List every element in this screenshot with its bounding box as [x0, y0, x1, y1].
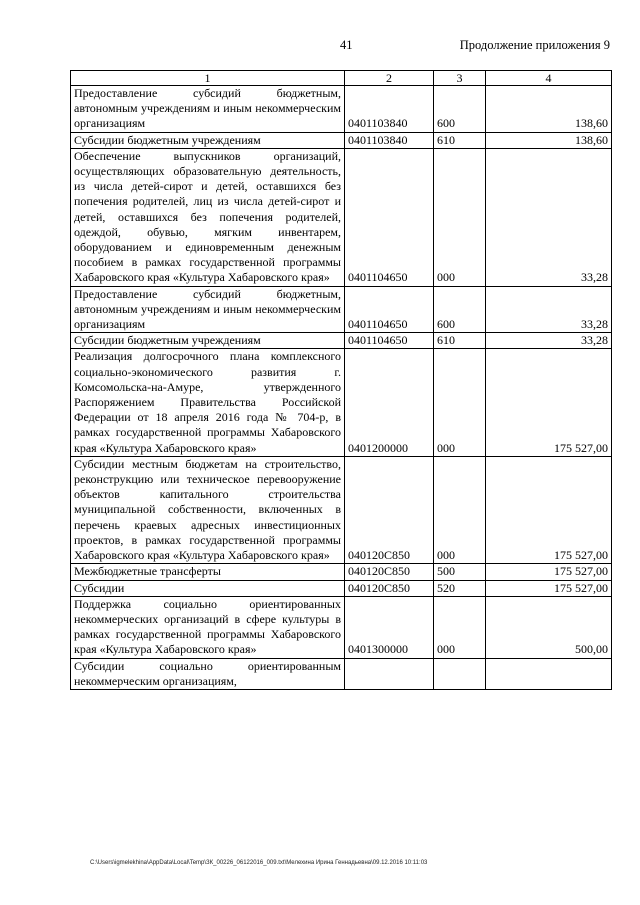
row-amount: 138,60: [486, 86, 612, 133]
page-number: 41: [340, 38, 353, 52]
row-name: Межбюджетные трансферты: [71, 564, 345, 580]
table-row: [71, 580, 612, 596]
row-code: 0401103840: [345, 132, 434, 148]
row-code: 0401300000: [345, 596, 434, 658]
row-amount: 175 527,00: [486, 349, 612, 456]
row-name: Обеспечение выпускников организаций, осуществляющих образовательную деятельность, из числа детей-сирот и детей, оставшихся без попечения родителей, лиц из числа детей-сирот и детей, оставшихся без попечения родителей, одеждой, обувью, мягким инвентарем, оборудованием и единовременным денежным пособием в рамках государственной программы Хабаровского края «Культура Хабаровского края»: [71, 148, 345, 286]
row-name: Субсидии местным бюджетам на строительство, реконструкцию или техническое перевооружение объектов капитального строительства муниципальной собственности, включенных в перечень краевых адресных инвестиционных проектов, в рамках государственной программы Хабаровского края «Культура Хабаровского края»: [71, 456, 345, 563]
row-name: Субсидии: [71, 580, 345, 596]
row-type: 000: [434, 148, 486, 286]
table-row: [71, 148, 612, 286]
row-code: 0401104650: [345, 148, 434, 286]
row-amount: [486, 658, 612, 689]
row-amount: 175 527,00: [486, 580, 612, 596]
column-header: 1: [71, 71, 345, 86]
row-name: Субсидии бюджетным учреждениям: [71, 132, 345, 148]
row-code: 040120С850: [345, 580, 434, 596]
page-header: [0, 38, 640, 56]
row-code: [345, 658, 434, 689]
table-row: [71, 132, 612, 148]
row-code: 040120С850: [345, 564, 434, 580]
row-type: 610: [434, 333, 486, 349]
file-path-footer: C:\Users\igmelekhina\AppData\Local\Temp\ЗК_00226_06122016_009.txt\Мелехина Ирина Геннадьевна\09.12.2016 10:11:03: [90, 860, 428, 866]
row-type: 000: [434, 349, 486, 456]
row-type: 520: [434, 580, 486, 596]
table-row: [71, 658, 612, 689]
row-type: 600: [434, 86, 486, 133]
row-name: Поддержка социально ориентированных некоммерческих организаций в сфере культуры в рамках государственной программы Хабаровского края «Культура Хабаровского края»: [71, 596, 345, 658]
row-amount: 33,28: [486, 333, 612, 349]
table-row: [71, 456, 612, 563]
row-type: 500: [434, 564, 486, 580]
row-type: 600: [434, 286, 486, 333]
table-row: [71, 86, 612, 133]
row-name: Предоставление субсидий бюджетным, автономным учреждениям и иным некоммерческим организациям: [71, 286, 345, 333]
appendix-continuation-label: Продолжение приложения 9: [459, 38, 610, 52]
table-row: [71, 349, 612, 456]
table-header-row: [71, 71, 612, 86]
row-code: 0401104650: [345, 333, 434, 349]
row-type: [434, 658, 486, 689]
row-type: 000: [434, 596, 486, 658]
row-amount: 175 527,00: [486, 564, 612, 580]
table-row: [71, 596, 612, 658]
table-row: [71, 564, 612, 580]
row-type: 000: [434, 456, 486, 563]
table-row: [71, 333, 612, 349]
row-amount: 33,28: [486, 286, 612, 333]
row-code: 0401103840: [345, 86, 434, 133]
row-amount: 138,60: [486, 132, 612, 148]
column-header: 3: [434, 71, 486, 86]
row-type: 610: [434, 132, 486, 148]
column-header: 4: [486, 71, 612, 86]
column-header: 2: [345, 71, 434, 86]
row-code: 0401200000: [345, 349, 434, 456]
row-name: Реализация долгосрочного плана комплексного социально-экономического развития г. Комсомольска-на-Амуре, утвержденного Распоряжением Правительства Российской Федерации от 18 апреля 2016 года № 704-р, в рамках государственной программы Хабаровского края «Культура Хабаровского края»: [71, 349, 345, 456]
row-amount: 175 527,00: [486, 456, 612, 563]
table-row: [71, 286, 612, 333]
row-name: Субсидии бюджетным учреждениям: [71, 333, 345, 349]
row-amount: 33,28: [486, 148, 612, 286]
row-amount: 500,00: [486, 596, 612, 658]
row-code: 040120С850: [345, 456, 434, 563]
row-name: Субсидии социально ориентированным некоммерческим организациям,: [71, 658, 345, 689]
row-name: Предоставление субсидий бюджетным, автономным учреждениям и иным некоммерческим организациям: [71, 86, 345, 133]
row-code: 0401104650: [345, 286, 434, 333]
budget-table: [70, 70, 612, 690]
